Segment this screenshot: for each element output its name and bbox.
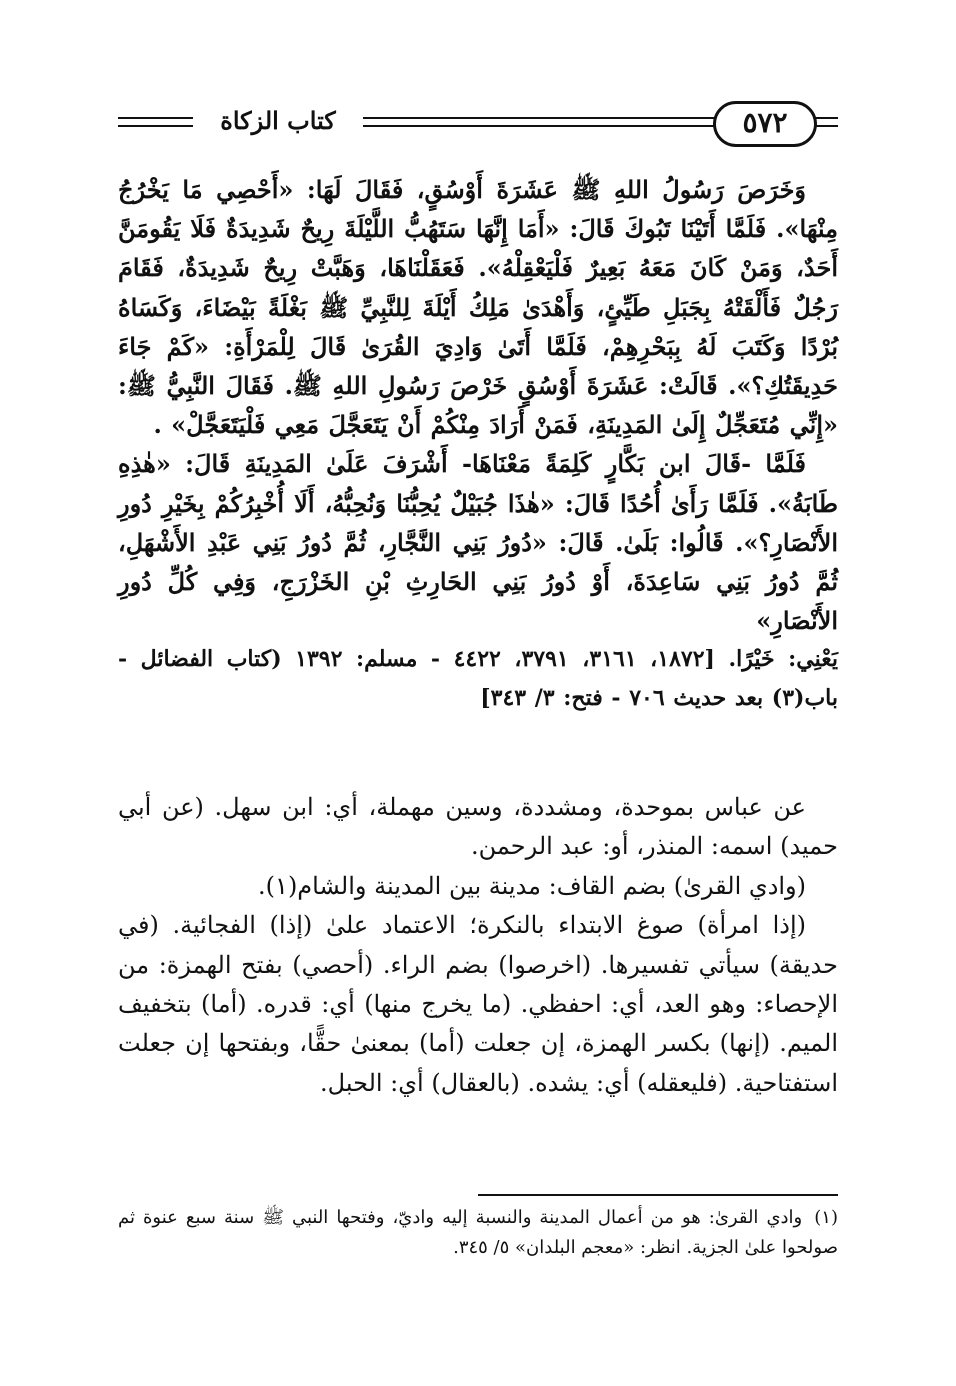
chapter-title: كتاب الزكاة [193, 102, 363, 140]
commentary-paragraph-3: (إذا امرأة) صوغ الابتداء بالنكرة؛ الاعتماد علىٰ (إذا) الفجائية. (في حديقة) سيأتي تفسيرها. (اخرصوا) بضم الراء. (أحصي) بفتح الهمزة: من الإحصاء: وهو العد، أي: احفظي. (ما يخرج منها) أي: قدره. (أما) بتخفيف الميم. (إنها) بكسر الهمزة، إن جعلت (أما) بمعنىٰ حقًّا، وبفتحها إن جعلت استفتاحية. (فليعقله) أي: يشده. (بالعقال) أي: الحبل. [118, 911, 838, 1097]
footnote-divider [478, 1194, 838, 1196]
source-citation: يَعْنِي: خَيْرًا. [١٨٧٢، ٣١٦١، ٣٧٩١، ٤٤٢٢ - مسلم: ١٣٩٢ (كتاب الفضائل - باب(٣) بعد حديث ٧٠٦ - فتح: ٣/ ٣٤٣] [118, 646, 838, 712]
page-number: ٥٧٢ [713, 101, 817, 147]
hadith-paragraph-2: فَلَمَّا -قَالَ ابن بَكَّارٍ كَلِمَةً مَعْنَاهَا- أَشْرَفَ عَلَىٰ المَدِينَةِ قَالَ: «هٰذِهِ طَابَةُ». فَلَمَّا رَأَىٰ أُحُدًا قَالَ: «هٰذَا جُبَيْلٌ يُحِبُّنَا وَنُحِبُّهُ، أَلَا أُخْبِرُكُمْ بِخَيْرِ دُورِ الأَنْصَارِ؟». قَالُوا: بَلَىٰ. قَالَ: «دُورُ بَنِي النَّجَّارِ، ثُمَّ دُورُ بَنِي عَبْدِ الأَشْهَلِ، ثُمَّ دُورُ بَنِي سَاعِدَةَ، أَوْ دُورُ بَنِي الحَارِثِ بْنِ الخَزْرَجِ، وَفِي كُلِّ دُورِ الأَنْصَارِ» [118, 449, 838, 636]
commentary-paragraph-1: عن عباس بموحدة، ومشددة، وسين مهملة، أي: ابن سهل. (عن أبي حميد) اسمه: المنذر، أو: عبد الرحمن. [118, 793, 838, 861]
footnote-item [118, 1203, 838, 1263]
book-page [118, 88, 838, 1348]
main-text [118, 170, 838, 718]
commentary-paragraph-2: (وادي القرىٰ) بضم القاف: مدينة بين المدينة والشام(١). [258, 871, 806, 900]
footnote-number: (١) [814, 1207, 838, 1228]
footnote-text: وادي القرىٰ: هو من أعمال المدينة والنسبة إليه واديّ، وفتحها النبي ﷺ سنة سبع عنوة ثم صولحوا علىٰ الجزية. انظر: «معجم البلدان» ٥/ ٣٤٥. [118, 1207, 838, 1258]
footnotes [118, 1203, 838, 1263]
commentary-text [118, 788, 838, 1103]
running-header [118, 96, 838, 146]
hadith-paragraph-1: وَخَرَصَ رَسُولُ اللهِ ﷺ عَشَرَةَ أَوْسُقٍ، فَقَالَ لَهَا: «أَحْصِي مَا يَخْرُجُ مِنْهَا». فَلَمَّا أَتَيْنَا تَبُوكَ قَالَ: «أَمَا إِنَّهَا سَتَهُبُّ اللَّيْلَةَ رِيحٌ شَدِيدَةٌ فَلَا يَقُومَنَّ أَحَدٌ، وَمَنْ كَانَ مَعَهُ بَعِيرٌ فَلْيَعْقِلْهُ». فَعَقَلْنَاهَا، وَهَبَّتْ رِيحٌ شَدِيدَةٌ، فَقَامَ رَجُلٌ فَأَلْقَتْهُ بِجَبَلِ طَيِّئٍ، وَأَهْدَىٰ مَلِكُ أَيْلَةَ لِلنَّبِيِّ ﷺ بَغْلَةً بَيْضَاءَ، وَكَسَاهُ بُرْدًا وَكَتَبَ لَهُ بِبَحْرِهِمْ، فَلَمَّا أَتَىٰ وَادِيَ القُرَىٰ قَالَ لِلْمَرْأَةِ: «كَمْ جَاءَ حَدِيقَتُكِ؟». قَالَتْ: عَشَرَةَ أَوْسُقٍ خَرْصَ رَسُولِ اللهِ ﷺ. فَقَالَ النَّبِيُّ ﷺ: «إِنِّي مُتَعَجِّلٌ إِلَىٰ المَدِينَةِ، فَمَنْ أَرَادَ مِنْكُمْ أَنْ يَتَعَجَّلَ مَعِي فَلْيَتَعَجَّلْ» . [118, 175, 838, 440]
